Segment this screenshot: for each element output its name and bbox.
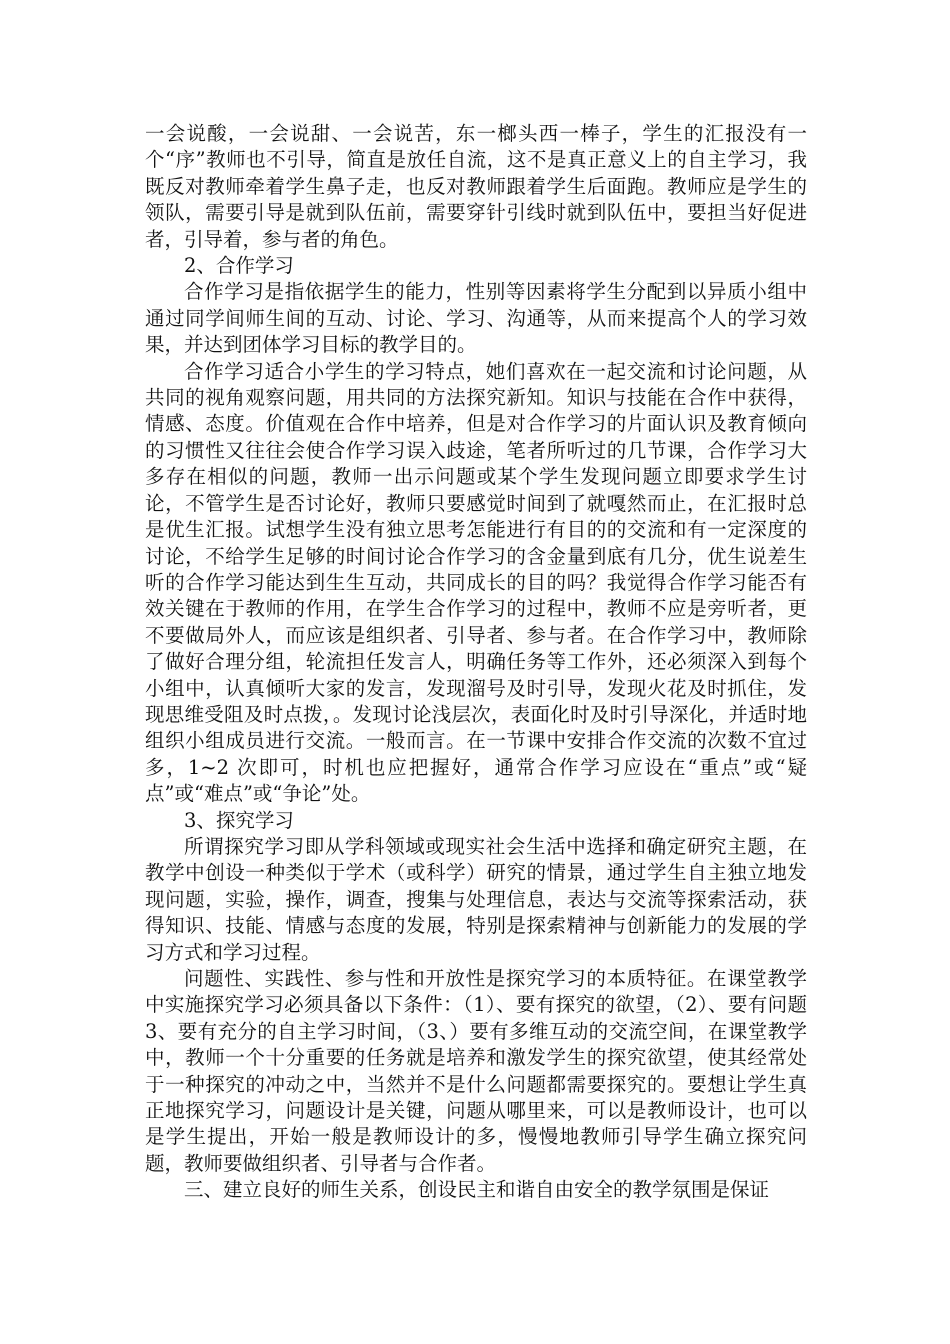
heading-cooperative-learning: 2、合作学习 [184, 254, 294, 278]
paragraph-continuation: 一会说酸，一会说甜、一会说苦，东一榔头西一棒子，学生的汇报没有一个“序”教师也不引导，简直是放任自流，这不是真正意义上的自主学习，我既反对教师牵着学生鼻子走，也反对教师跟着学生后面跑。教师应是学生的领队，需要引导是就到队伍前，需要穿针引线时就到队伍中，要担当好促进者，引导着，参与者的角色。 [145, 122, 807, 251]
paragraph-cooperative-discussion: 合作学习适合小学生的学习特点，她们喜欢在一起交流和讨论问题，从共同的视角观察问题，用共同的方法探究新知。知识与技能在合作中获得，情感、态度。价值观在合作中培养，但是对合作学习的片面认识及教育倾向的习惯性又往往会使合作学习误入歧途，笔者所听过的几节课，合作学习大多存在相似的问题，教师一出示问题或某个学生发现问题立即要求学生讨论，不管学生是否讨论好，教师只要感觉时间到了就嘎然而止，在汇报时总是优生汇报。试想学生没有独立思考怎能进行有目的的交流和有一定深度的讨论，不给学生足够的时间讨论合作学习的含金量到底有几分，优生说差生听的合作学习能达到生生互动，共同成长的目的吗？我觉得合作学习能否有效关键在于教师的作用，在学生合作学习的过程中，教师不应是旁听者，更不要做局外人，而应该是组织者、引导者、参与者。在合作学习中，教师除了做好合理分组，轮流担任发言人，明确任务等工作外，还必须深入到每个小组中，认真倾听大家的发言，发现溜号及时引导，发现火花及时抓住，发现思维受阻及时点拨，。发现讨论浅层次，表面化时及时引导深化，并适时地组织小组成员进行交流。一般而言。在一节课中安排合作交流的次数不宜过多，1~2 次即可，时机也应把握好，通常合作学习应设在“重点”或“疑点”或“难点”或“争论”处。 [145, 359, 807, 806]
paragraph-cooperative-definition: 合作学习是指依据学生的能力，性别等因素将学生分配到以异质小组中通过同学间师生间的互动、讨论、学习、沟通等，从而来提高个人的学习效果，并达到团体学习目标的教学目的。 [145, 280, 807, 357]
heading-inquiry-learning: 3、探究学习 [184, 808, 294, 832]
paragraph-inquiry-conditions: 问题性、实践性、参与性和开放性是探究学习的本质特征。在课堂教学中实施探究学习必须具备以下条件：（1）、要有探究的欲望，（2）、要有问题 3、要有充分的自主学习时间，（3、）要有多维互动的交流空间，在课堂教学中，教师一个十分重要的任务就是培养和激发学生的探究欲望，使其经常处于一种探究的冲动之中，当然并不是什么问题都需要探究的。要想让学生真正地探究学习，问题设计是关键，问题从哪里来，可以是教师设计，也可以是学生提出，开始一般是教师设计的多，慢慢地教师引导学生确立探究问题，教师要做组织者、引导者与合作者。 [145, 967, 807, 1175]
paragraph-inquiry-definition: 所谓探究学习即从学科领域或现实社会生活中选择和确定研究主题，在教学中创设一种类似于学术（或科学）研究的情景，通过学生自主独立地发现问题，实验，操作，调查，搜集与处理信息，表达与交流等探索活动，获得知识、技能、情感与态度的发展，特别是探索精神与创新能力的发展的学习方式和学习过程。 [145, 834, 807, 964]
document-body [145, 121, 807, 1204]
heading-section-three: 三、建立良好的师生关系，创设民主和谐自由安全的教学氛围是保证 [184, 1178, 770, 1202]
